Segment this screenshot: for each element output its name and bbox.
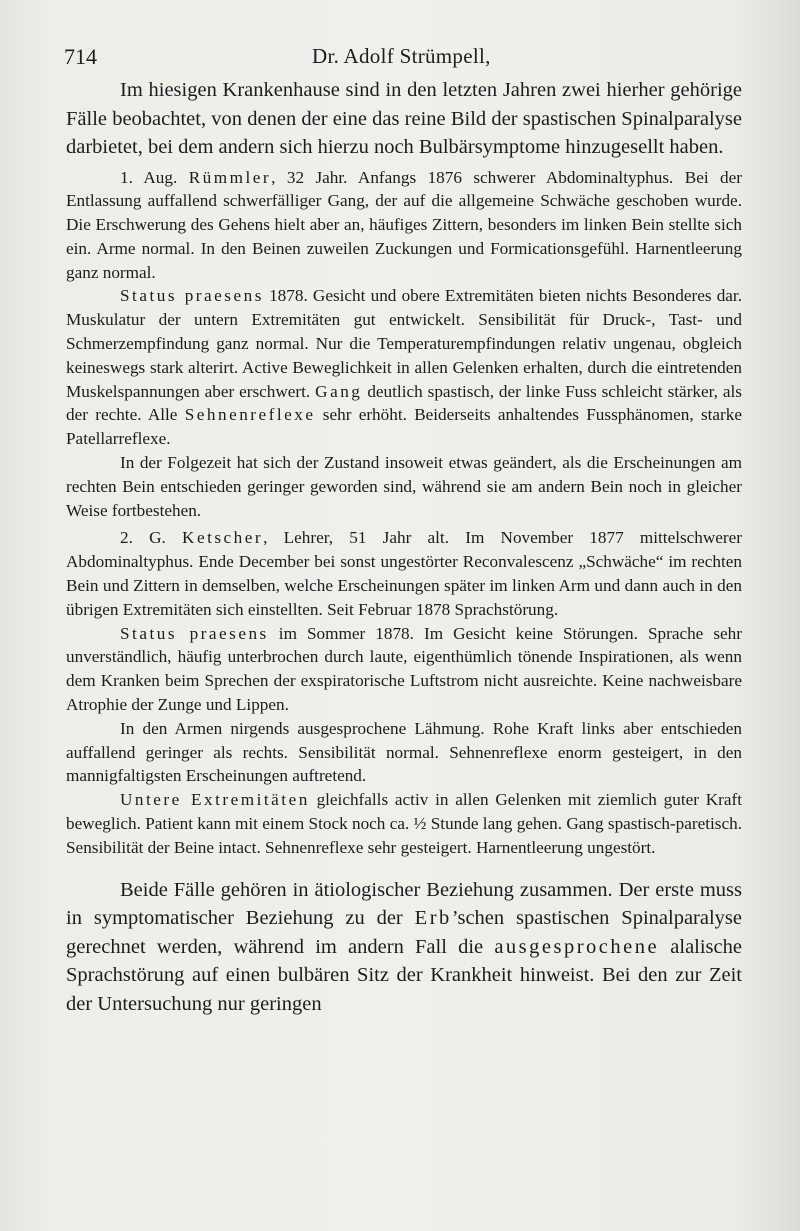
case-2-status-label: Status praesens — [120, 623, 269, 643]
case-1-status — [66, 284, 742, 451]
case-1-status-text: 1878. Gesicht und obere Extremitäten bieten nichts Besonderes dar. Muskulatur der untern Extremitäten gut entwickelt. Sensibilität für Druck-, Tast- und Schmerzempfindung ganz normal. Nur die Temperaturempfindungen relativ ungenau, obgleich keineswegs stark alterirt. Active Beweglichkeit in allen Gelenken erhalten, durch die eintretenden Muskelspannungen aber erschwert. — [66, 286, 743, 401]
case-2-number: 2. G. — [120, 528, 166, 548]
case-1-patient-name: Rümmler — [188, 167, 272, 187]
case-1-reflex-label: Sehnenreflexe — [184, 405, 316, 425]
case-1-gang-text: deutlich spastisch, der linke Fuss schleicht stärker, als der rechte. Alle — [66, 381, 742, 425]
running-title: Dr. Adolf Strümpell, — [312, 44, 491, 68]
case-1-text: , 32 Jahr. Anfangs 1876 schwerer Abdominaltyphus. Bei der Entlassung auffallend schwerfälliger Gang, der auf die allgemeine Schwäche geschoben wurde. Die Erschwerung des Gehens hielt aber an, häufiges Zittern, besonders im linken Bein stellte sich ein. Arme normal. In den Beinen zuweilen Zuckungen und Formicationsgefühl. Harnentleerung ganz normal. — [66, 167, 742, 282]
case-2-history — [66, 526, 742, 621]
case-2-patient-name: Ketscher — [182, 528, 264, 548]
case-2-status-text: im Sommer 1878. Im Gesicht keine Störungen. Sprache sehr unverständlich, häufig unterbrochen durch laute, eigenthümlich tönende Inspirationen, als wenn dem Kranken beim Sprechen der exspiratorische Luftstrom nicht ausreichte. Keine nachweisbare Atrophie der Zunge und Lippen. — [66, 623, 742, 715]
case-1-followup: In der Folgezeit hat sich der Zustand insoweit etwas geändert, als die Erscheinungen am rechten Bein entschieden geringer geworden sind, während sie am andern Bein noch in gleicher Weise fortbestehen. — [66, 453, 742, 520]
case-1-number: 1. Aug. — [120, 167, 178, 187]
case-2-legs — [66, 788, 742, 859]
emphasis-ausgesprochene: ausgesprochene — [494, 935, 660, 958]
case-2-status — [66, 622, 742, 717]
case-1-status-label: Status praesens — [120, 286, 264, 306]
body-text — [66, 76, 742, 1018]
intro-paragraph: Im hiesigen Krankenhause sind in den letzten Jahren zwei hierher gehörige Fälle beobachtet, von denen der eine das reine Bild der spastischen Spinalparalyse darbietet, bei dem andern sich hierzu noch Bulbärsymptome hinzugesellt haben. — [66, 79, 742, 158]
erb-name: Erb — [414, 907, 452, 930]
case-2-legs-label: Untere Extremitäten — [120, 790, 310, 810]
page-header — [64, 44, 740, 74]
case-1-gang-label: Gang — [315, 381, 363, 401]
case-2-arms: In den Armen nirgends ausgesprochene Lähmung. Rohe Kraft links aber entschieden auffallend geringer als rechts. Sensibilität normal. Sehnenreflexe enorm gesteigert, in den mannigfaltigsten Erscheinungen auftretend. — [66, 718, 742, 786]
conclusion-text-b: ’schen spastischen Spinalparalyse gerechnet werden, während im andern Fall die — [66, 907, 742, 958]
case-2-text: , Lehrer, 51 Jahr alt. Im November 1877 mittelschwerer Abdominaltyphus. Ende December bei sonst ungestörter Reconvalescenz „Schwäche“ im rechten Bein und Zittern in demselben, welche Erscheinungen später im linken Arm und dann auch in den übrigen Extremitäten sich einstellten. Seit Februar 1878 Sprachstörung. — [66, 528, 743, 619]
case-1-reflex-text: sehr erhöht. Beiderseits anhaltendes Fussphänomen, starke Patellarreflexe. — [66, 405, 742, 449]
conclusion-text-c: alalische Sprachstörung auf einen bulbären Sitz der Krankheit hinweist. Bei den zur Zeit der Untersuchung nur geringen — [66, 935, 742, 1015]
case-1-history — [66, 166, 742, 285]
conclusion-text-a: Beide Fälle gehören in ätiologischer Beziehung zusammen. Der erste muss in symptomatischer Beziehung zu der — [66, 878, 742, 930]
conclusion-paragraph — [66, 876, 742, 1019]
case-2-legs-text: gleichfalls activ in allen Gelenken mit ziemlich guter Kraft beweglich. Patient kann mit einem Stock noch ca. ½ Stunde lang gehen. Gang spastisch-paretisch. Sensibilität der Beine intact. Sehnenreflexe sehr gesteigert. Harnentleerung ungestört. — [66, 790, 742, 857]
page-number: 714 — [64, 44, 97, 69]
